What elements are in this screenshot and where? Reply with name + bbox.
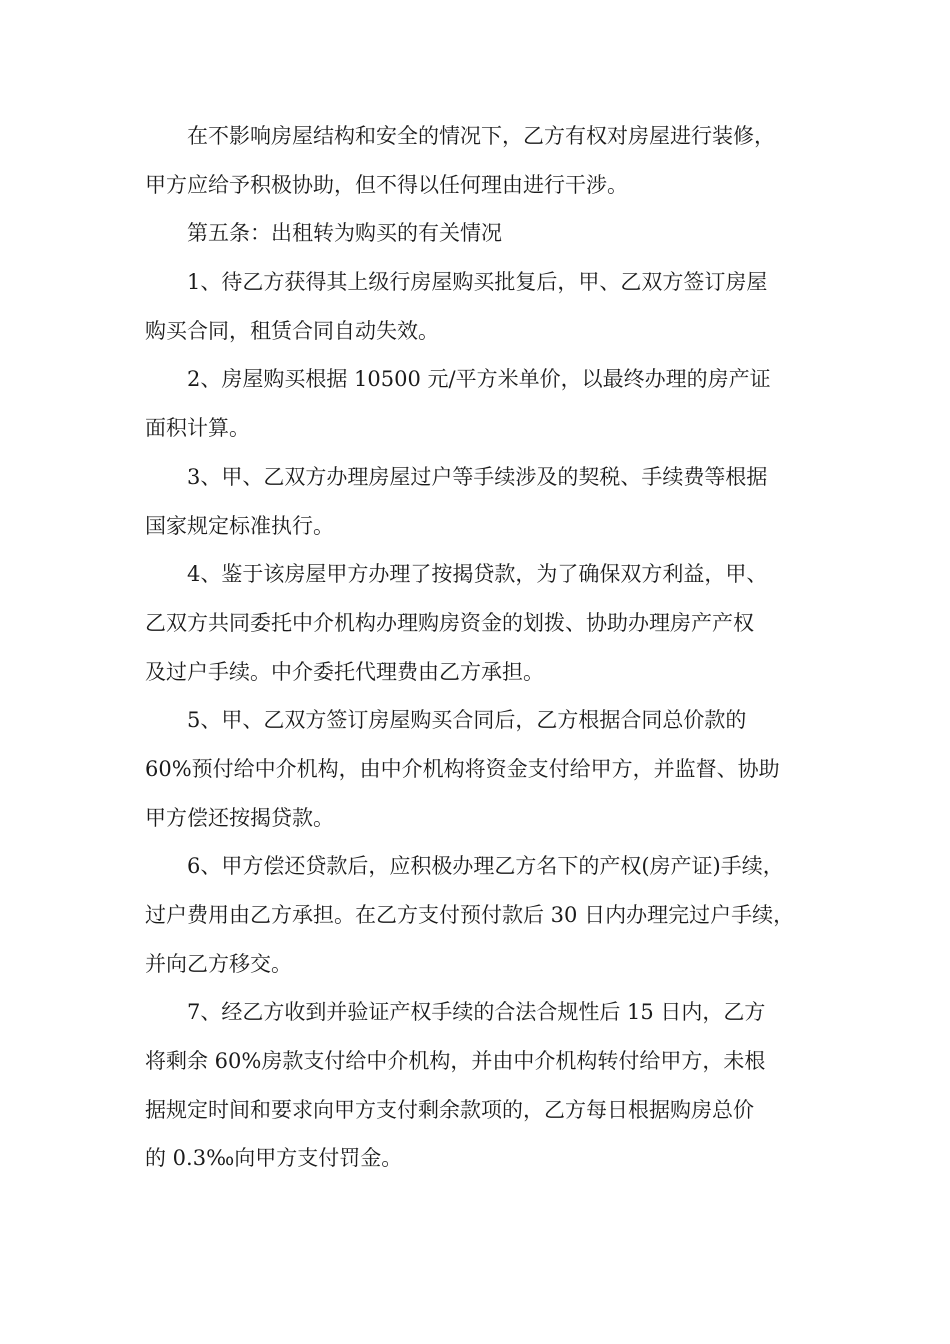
paragraph-line: 7、经乙方收到并验证产权手续的合法合规性后 15 日内，乙方 — [187, 1000, 766, 1025]
paragraph-line: 过户费用由乙方承担。在乙方支付预付款后 30 日内办理完过户手续， — [145, 903, 795, 927]
paragraph-line: 面积计算。 — [145, 416, 250, 441]
paragraph-line: 乙双方共同委托中介机构办理购房资金的划拨、协助办理房产产权 — [145, 610, 754, 635]
paragraph-line: 并向乙方移交。 — [145, 951, 292, 976]
paragraph-line: 国家规定标准执行。 — [145, 513, 334, 538]
paragraph-line: 及过户手续。中介委托代理费由乙方承担。 — [145, 659, 544, 684]
paragraph-line: 将剩余 60%房款支付给中介机构，并由中介机构转付给甲方，未根 — [145, 1049, 766, 1074]
section-heading: 第五条：出租转为购买的有关情况 — [187, 221, 502, 246]
paragraph-line: 2、房屋购买根据 10500 元/平方米单价，以最终办理的房产证 — [187, 367, 771, 392]
paragraph-line: 1、待乙方获得其上级行房屋购买批复后，甲、乙双方签订房屋 — [187, 270, 768, 295]
paragraph-line: 的 0.3‰向甲方支付罚金。 — [145, 1146, 403, 1171]
paragraph-line: 4、鉴于该房屋甲方办理了按揭贷款，为了确保双方利益，甲、 — [187, 562, 768, 587]
paragraph-line: 据规定时间和要求向甲方支付剩余款项的，乙方每日根据购房总价 — [145, 1097, 754, 1122]
paragraph-line: 购买合同，租赁合同自动失效。 — [145, 318, 439, 343]
paragraph-line: 3、甲、乙双方办理房屋过户等手续涉及的契税、手续费等根据 — [187, 464, 768, 489]
paragraph-line: 60%预付给中介机构，由中介机构将资金支付给甲方，并监督、协助 — [145, 756, 780, 781]
paragraph-line: 6、甲方偿还贷款后，应积极办理乙方名下的产权(房产证)手续， — [187, 854, 784, 879]
paragraph-line: 5、甲、乙双方签订房屋购买合同后，乙方根据合同总价款的 — [187, 708, 747, 733]
paragraph-line: 甲方偿还按揭贷款。 — [145, 805, 334, 830]
paragraph-line: 甲方应给予积极协助，但不得以任何理由进行干涉。 — [145, 172, 628, 197]
paragraph-line: 在不影响房屋结构和安全的情况下，乙方有权对房屋进行装修， — [187, 124, 775, 148]
document-body — [145, 112, 817, 1183]
